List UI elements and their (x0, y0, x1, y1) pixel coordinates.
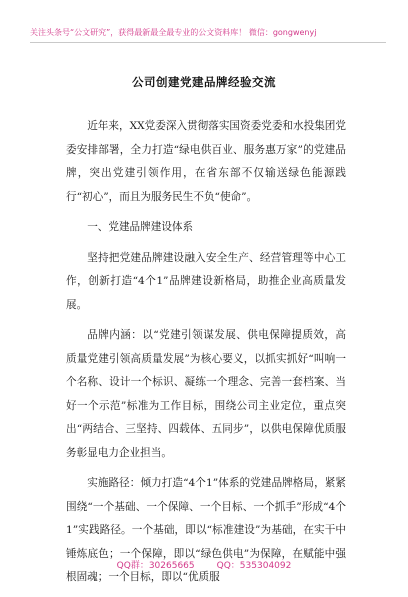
paragraph-brand-connotation: 品牌内涵：以“党建引领谋发展、供电保障提质效，高质量党建引领高质量发展”为核心要义，以抓实抓好“叫响一个名称、设计一个标识、凝练一个理念、完善一套档案、当好一个示范”标准为工作目标，围绕公司主业定位，重点突出“两结合、三坚持、四载体、五同步”，以供电保障优质服务彰显电力企业担当。 (66, 329, 346, 459)
header-divider (30, 42, 386, 43)
header-banner[interactable]: 关注头条号“公文研究”，获得最新最全最专业的公文资料库！ 微信：gongwenyj (30, 28, 317, 37)
footer-contact (0, 558, 408, 571)
document-body (66, 115, 346, 597)
section-heading: 一、党建品牌建设体系 (87, 221, 194, 233)
paragraph-intro: 近年来，XX党委深入贯彻落实国资委党委和水投集团党委安排部署，全力打造“绿电供百业、服务惠万家”的党建品牌，突出党建引领作用，在省东部不仅输送绿色能源践行“初心”，而且为服务民生不负“使命”。 (66, 120, 346, 203)
paragraph-implementation-path: 实施路径：倾力打造“4个1”体系的党建品牌格局，紧紧围绕“一个基础、一个保障、一个目标、一个抓手”形成“4个1”实践路径。一个基础，即以“标准建设”为基础，在实干中锤炼底色；一个保障，即以“绿色供电”为保障，在赋能中强根固魂；一个目标，即以“优质服 (66, 477, 346, 583)
document-title: 公司创建党建品牌经验交流 (132, 75, 276, 89)
footer-qq-number[interactable]: QQ：535304092 (216, 561, 292, 571)
footer-qq-group[interactable]: QQ群：30265665 (116, 561, 195, 571)
paragraph-principle: 坚持把党建品牌建设融入安全生产、经营管理等中心工作，创新打造“4个1”品牌建设新格局，助推企业高质量发展。 (66, 251, 346, 311)
